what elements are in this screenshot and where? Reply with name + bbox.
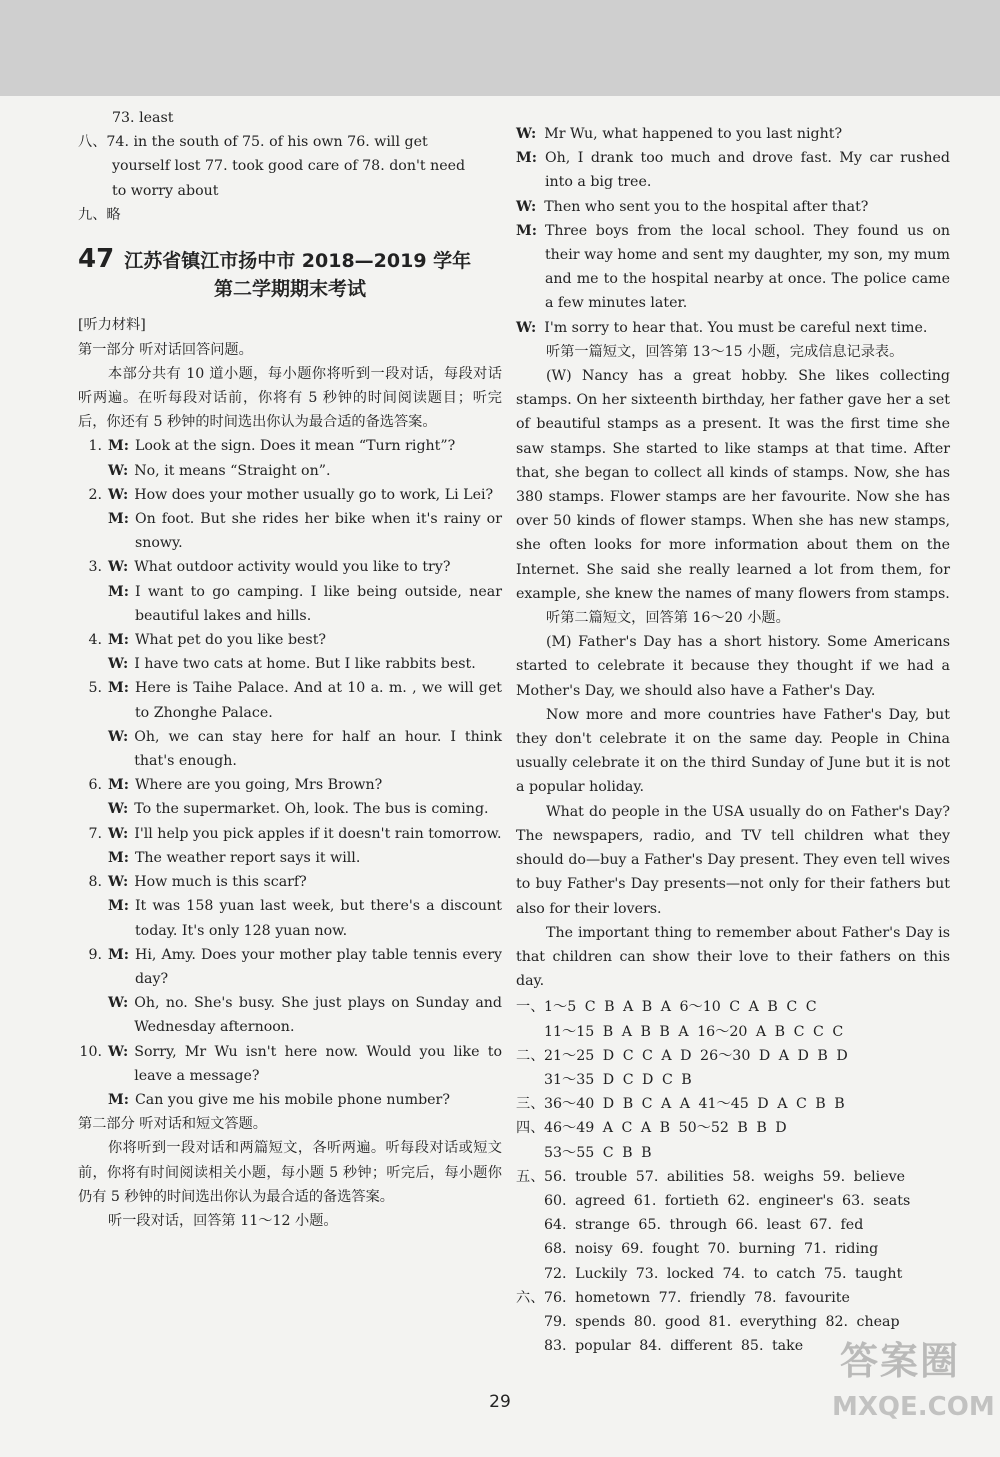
dialogue-line: 3. W: What outdoor activity would you like to try? [88,559,451,576]
answer-line: 60. agreed 61. fortieth 62. engineer's 63. seats [544,1192,911,1209]
right-column [516,122,950,1358]
part2-heading: 第二部分 听对话和短文答题。 [78,1116,267,1133]
passage2-paragraph: The important thing to remember about Father's Day is that children can show their love to their fathers on this day. [516,924,950,990]
answer-line: 四、 46～49 A C A B 50～52 B B D [516,1120,787,1137]
answer-line: 一、 1～5 C B A B A 6～10 C A B C C [516,999,817,1016]
exam-title-line1: 江苏省镇江市扬中市 2018—2019 学年 [124,250,472,273]
exam-title-line2: 第二学期期末考试 [213,278,366,301]
part2-dialogue-intro: 听一段对话，回答第 11～12 小题。 [108,1212,338,1229]
dialogue-line: W: To the supermarket. Oh, look. The bus is coming. [108,801,489,818]
passage2-intro: 听第二篇短文，回答第 16～20 小题。 [546,610,790,627]
answer-line: 三、 36～40 D B C A A 41～45 D A C B B [516,1096,845,1113]
dialogue-line: 7. W: I'll help you pick apples if it doesn't rain tomorrow. [88,825,502,842]
answer-line: 68. noisy 69. fought 70. burning 71. riding [544,1241,879,1258]
listening-label: [听力材料] [78,317,146,334]
answer-line: 53～55 C B B [544,1144,652,1161]
dialogue-line: W: No, it means “Straight on”. [108,462,331,479]
dialogue-line: 10. W: Sorry, Mr Wu isn't here now. Would you like to leave a message? [79,1043,502,1084]
dialogue-line: 2. W: How does your mother usually go to work, Li Lei? [88,486,494,503]
dialogue-line: 8. W: How much is this scarf? [88,874,307,891]
passage2-paragraph: Now more and more countries have Father's Day, but they don't celebrate it on the same day. People in China usually celebrate it on the third Sunday of June but it is not a popular holiday. [516,706,950,796]
answer-line: yourself lost 77. took good care of 78. don't need [112,158,466,175]
passage2-paragraph: What do people in the USA usually do on Father's Day? The newspapers, radio, and TV tell children what they should do—buy a Father's Day present. They even tell wives to buy Father's Day presents—not only for their fathers but also for their lovers. [516,803,950,917]
watermark [832,1330,995,1440]
answer-line: 六、 76. hometown 77. friendly 78. favourite [516,1289,850,1306]
page-number: 29 [489,1392,511,1412]
dialogue-line: 5. M: Here is Taihe Palace. And at 10 a. m. , we will get to Zhonghe Palace. [88,680,502,721]
dialogue-line: W: Oh, we can stay here for half an hour. I think that's enough. [108,728,502,770]
dialogue-line: M: Three boys from the local school. They found us on their way home and sent my daughter, my son, my mum and me to the hospital nearby at once. The police came a few minutes later. [516,222,950,312]
dialogue-line: M: Oh, I drank too much and drove fast. My car rushed into a big tree. [516,150,950,191]
answer-line: 73. least [112,110,174,126]
answer-line: 11～15 B A B B A 16～20 A B C C C [544,1023,844,1040]
answer-line: 九、略 [78,206,121,223]
passage1-intro: 听第一篇短文，回答第 13～15 小题，完成信息记录表。 [546,343,904,360]
scan-top-band [0,0,1000,96]
dialogue-line: M: It was 158 yuan last week, but there's a discount today. It's only 128 yuan now. [108,898,502,939]
answer-line: to worry about [112,182,219,199]
part2-instruction: 你将听到一段对话和两篇短文，各听两遍。听每段对话或短文前，你将有时间阅读相关小题，每小题 5 秒钟；听完后，每小题你仍有 5 秒钟的时间选出你认为最合适的备选答案。 [78,1140,502,1205]
answer-line: 72. Luckily 73. locked 74. to catch 75. taught [544,1265,903,1282]
answer-line: 83. popular 84. different 85. take [544,1338,804,1355]
dialogue-line: 9. M: Hi, Amy. Does your mother play table tennis every day? [88,946,502,987]
answer-line: 31～35 D C D C B [544,1071,692,1088]
dialogue-line: W: I have two cats at home. But I like rabbits best. [108,656,476,673]
dialogue-line: 1. M: Look at the sign. Does it mean “Turn right”? [88,438,456,455]
answer-key [516,995,950,1358]
part1-heading: 第一部分 听对话回答问题。 [78,341,253,358]
answer-line: 五、 56. trouble 57. abilities 58. weighs 59. believe [516,1168,906,1185]
dialogue-line: W: Mr Wu, what happened to you last night? [516,126,843,142]
dialogue-line: 6. M: Where are you going, Mrs Brown? [88,777,383,794]
dialogue-line: M: Can you give me his mobile phone number? [108,1091,450,1108]
answer-line: 八、74. in the south of 75. of his own 76. will get [78,134,428,151]
dialogue-line: M: The weather report says it will. [108,849,361,866]
dialogue-line: W: I'm sorry to hear that. You must be careful next time. [516,319,928,336]
passage2-paragraph: (M) Father's Day has a short history. Some Americans started to celebrate it because they thought if we had a Mother's Day, we should also have a Father's Day. [516,634,950,699]
dialogue-line: W: Oh, no. She's busy. She just plays on Sunday and Wednesday afternoon. [108,995,502,1036]
watermark-url: MXQE.COM [832,1392,995,1422]
dialogue-line: M: On foot. But she rides her bike when it's rainy or snowy. [108,511,502,552]
part1-instruction: 本部分共有 10 道小题，每小题你将听到一段对话，每段对话听两遍。在听每段对话前，你将有 5 秒钟的时间阅读题目；听完后，你还有 5 秒钟的时间选出你认为最合适的备选答案。 [78,365,502,431]
answer-line: 64. strange 65. through 66. least 67. fed [544,1217,864,1234]
answer-line: 二、 21～25 D C C A D 26～30 D A D B D [516,1047,848,1064]
dialogue-line: M: I want to go camping. I like being outside, near beautiful lakes and hills. [108,583,502,624]
watermark-logo: 答案圈 [840,1339,961,1383]
dialogue-line: W: Then who sent you to the hospital after that? [516,198,869,215]
exam-title [78,244,502,275]
passage1-text: (W) Nancy has a great hobby. She likes collecting stamps. On her sixteenth birthday, her father gave her a set of beautiful stamps as a present. It was the first time she saw stamps. She started to like stamps at that time. After that, she began to collect all kinds of stamps. Now, she has 380 stamps. Flower stamps are her favourite. Now she has over 50 kinds of flower stamps. When she has new stamps, she often looks for more information about them on the Internet. She said she really learned a lot from them, for example, she knew the names of many flowers from stamps. [516,368,950,602]
left-column [78,106,502,1233]
exam-number: 47 [78,244,115,275]
dialogue-line: 4. M: What pet do you like best? [88,632,327,649]
answer-line: 79. spends 80. good 81. everything 82. cheap [544,1313,900,1330]
dialogue-list [78,434,502,1112]
